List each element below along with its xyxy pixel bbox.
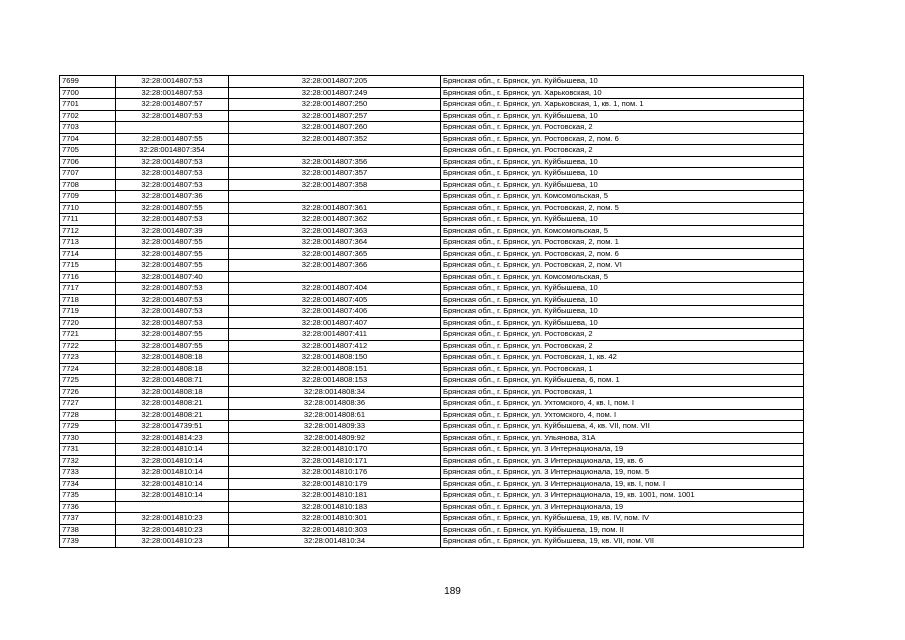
cadastral-number-cell: 32:28:0014810:170	[229, 444, 441, 456]
table-row	[60, 536, 804, 548]
cadastral-number-cell: 32:28:0014807:407	[229, 317, 441, 329]
parent-cadastral-number-cell: 32:28:0014807:55	[116, 133, 229, 145]
table-row	[60, 122, 804, 134]
table-row	[60, 524, 804, 536]
table-row	[60, 501, 804, 513]
address-cell: Брянская обл., г. Брянск, ул. Куйбышева, 10	[441, 214, 804, 226]
address-cell: Брянская обл., г. Брянск, ул. Харьковская, 10	[441, 87, 804, 99]
parent-cadastral-number-cell: 32:28:0014807:55	[116, 202, 229, 214]
row-number-cell: 7738	[60, 524, 116, 536]
row-number-cell: 7736	[60, 501, 116, 513]
cadastral-number-cell: 32:28:0014807:257	[229, 110, 441, 122]
row-number-cell: 7704	[60, 133, 116, 145]
row-number-cell: 7708	[60, 179, 116, 191]
address-cell: Брянская обл., г. Брянск, ул. Ростовская, 2	[441, 145, 804, 157]
table-row	[60, 237, 804, 249]
table-row	[60, 260, 804, 272]
row-number-cell: 7732	[60, 455, 116, 467]
parent-cadastral-number-cell: 32:28:0014808:18	[116, 386, 229, 398]
row-number-cell: 7729	[60, 421, 116, 433]
parent-cadastral-number-cell: 32:28:0014808:18	[116, 363, 229, 375]
parent-cadastral-number-cell: 32:28:0014808:18	[116, 352, 229, 364]
row-number-cell: 7703	[60, 122, 116, 134]
parent-cadastral-number-cell: 32:28:0014807:53	[116, 306, 229, 318]
address-cell: Брянская обл., г. Брянск, ул. Куйбышева, 10	[441, 317, 804, 329]
row-number-cell: 7728	[60, 409, 116, 421]
address-cell: Брянская обл., г. Брянск, ул. Ухтомского, 4, пом. I	[441, 409, 804, 421]
table-row	[60, 179, 804, 191]
address-cell: Брянская обл., г. Брянск, ул. Ульянова, 31А	[441, 432, 804, 444]
address-cell: Брянская обл., г. Брянск, ул. Куйбышева, 6, пом. 1	[441, 375, 804, 387]
parent-cadastral-number-cell: 32:28:0014810:23	[116, 536, 229, 548]
parent-cadastral-number-cell: 32:28:0014807:55	[116, 237, 229, 249]
table-row	[60, 145, 804, 157]
parent-cadastral-number-cell: 32:28:0014807:36	[116, 191, 229, 203]
parent-cadastral-number-cell: 32:28:0014739:51	[116, 421, 229, 433]
cadastral-number-cell: 32:28:0014807:358	[229, 179, 441, 191]
parent-cadastral-number-cell: 32:28:0014807:53	[116, 87, 229, 99]
row-number-cell: 7737	[60, 513, 116, 525]
parent-cadastral-number-cell: 32:28:0014807:55	[116, 260, 229, 272]
address-cell: Брянская обл., г. Брянск, ул. Ростовская, 2, пом. 6	[441, 133, 804, 145]
table-row	[60, 248, 804, 260]
cadastral-number-cell: 32:28:0014810:179	[229, 478, 441, 490]
cadastral-number-cell: 32:28:0014807:352	[229, 133, 441, 145]
table-row	[60, 398, 804, 410]
table-row	[60, 191, 804, 203]
row-number-cell: 7705	[60, 145, 116, 157]
table-row	[60, 363, 804, 375]
parent-cadastral-number-cell: 32:28:0014808:21	[116, 398, 229, 410]
address-cell: Брянская обл., г. Брянск, ул. 3 Интернационала, 19	[441, 501, 804, 513]
row-number-cell: 7724	[60, 363, 116, 375]
cadastral-number-cell: 32:28:0014808:151	[229, 363, 441, 375]
row-number-cell: 7711	[60, 214, 116, 226]
address-cell: Брянская обл., г. Брянск, ул. Комсомольская, 5	[441, 271, 804, 283]
table-row	[60, 375, 804, 387]
address-cell: Брянская обл., г. Брянск, ул. 3 Интернационала, 19, кв. 1001, пом. 1001	[441, 490, 804, 502]
row-number-cell: 7710	[60, 202, 116, 214]
parent-cadastral-number-cell	[116, 501, 229, 513]
address-cell: Брянская обл., г. Брянск, ул. Ростовская, 2	[441, 340, 804, 352]
parent-cadastral-number-cell: 32:28:0014807:55	[116, 248, 229, 260]
parent-cadastral-number-cell: 32:28:0014807:53	[116, 283, 229, 295]
address-cell: Брянская обл., г. Брянск, ул. Ухтомского, 4, кв. I, пом. I	[441, 398, 804, 410]
row-number-cell: 7735	[60, 490, 116, 502]
row-number-cell: 7701	[60, 99, 116, 111]
parent-cadastral-number-cell: 32:28:0014810:23	[116, 513, 229, 525]
address-cell: Брянская обл., г. Брянск, ул. Ростовская, 2	[441, 329, 804, 341]
row-number-cell: 7715	[60, 260, 116, 272]
row-number-cell: 7731	[60, 444, 116, 456]
cadastral-number-cell: 32:28:0014807:364	[229, 237, 441, 249]
row-number-cell: 7722	[60, 340, 116, 352]
table-row	[60, 87, 804, 99]
row-number-cell: 7726	[60, 386, 116, 398]
address-cell: Брянская обл., г. Брянск, ул. Ростовская, 2	[441, 122, 804, 134]
address-cell: Брянская обл., г. Брянск, ул. Ростовская, 2, пом. 6	[441, 248, 804, 260]
row-number-cell: 7713	[60, 237, 116, 249]
address-cell: Брянская обл., г. Брянск, ул. Ростовская, 1, кв. 42	[441, 352, 804, 364]
parent-cadastral-number-cell: 32:28:0014808:21	[116, 409, 229, 421]
table-row	[60, 133, 804, 145]
cadastral-number-cell: 32:28:0014807:249	[229, 87, 441, 99]
address-cell: Брянская обл., г. Брянск, ул. Куйбышева, 4, кв. VII, пом. VII	[441, 421, 804, 433]
address-cell: Брянская обл., г. Брянск, ул. Куйбышева, 10	[441, 283, 804, 295]
cadastral-number-cell: 32:28:0014807:411	[229, 329, 441, 341]
cadastral-number-cell: 32:28:0014807:366	[229, 260, 441, 272]
parent-cadastral-number-cell: 32:28:0014807:53	[116, 317, 229, 329]
cadastral-number-cell: 32:28:0014808:34	[229, 386, 441, 398]
parent-cadastral-number-cell: 32:28:0014810:23	[116, 524, 229, 536]
table-row	[60, 306, 804, 318]
address-cell: Брянская обл., г. Брянск, ул. Комсомольская, 5	[441, 225, 804, 237]
cadastral-number-cell: 32:28:0014807:361	[229, 202, 441, 214]
cadastral-number-cell: 32:28:0014807:205	[229, 76, 441, 88]
address-cell: Брянская обл., г. Брянск, ул. Ростовская, 2, пом. VI	[441, 260, 804, 272]
cadastral-number-cell	[229, 271, 441, 283]
parent-cadastral-number-cell: 32:28:0014807:57	[116, 99, 229, 111]
table-row	[60, 99, 804, 111]
address-cell: Брянская обл., г. Брянск, ул. 3 Интернационала, 19, кв. I, пом. I	[441, 478, 804, 490]
address-cell: Брянская обл., г. Брянск, ул. Куйбышева, 19, кв. IV, пом. IV	[441, 513, 804, 525]
row-number-cell: 7702	[60, 110, 116, 122]
address-cell: Брянская обл., г. Брянск, ул. Комсомольская, 5	[441, 191, 804, 203]
parent-cadastral-number-cell: 32:28:0014807:53	[116, 76, 229, 88]
cadastral-number-cell	[229, 145, 441, 157]
cadastral-number-cell: 32:28:0014810:183	[229, 501, 441, 513]
parent-cadastral-number-cell: 32:28:0014807:354	[116, 145, 229, 157]
parent-cadastral-number-cell	[116, 122, 229, 134]
table-row	[60, 340, 804, 352]
cadastral-number-cell: 32:28:0014808:36	[229, 398, 441, 410]
cadastral-number-cell: 32:28:0014810:301	[229, 513, 441, 525]
parent-cadastral-number-cell: 32:28:0014810:14	[116, 478, 229, 490]
cadastral-number-cell: 32:28:0014808:153	[229, 375, 441, 387]
address-cell: Брянская обл., г. Брянск, ул. Куйбышева, 19, пом. II	[441, 524, 804, 536]
table-row	[60, 421, 804, 433]
table-row	[60, 110, 804, 122]
cadastral-number-cell: 32:28:0014807:357	[229, 168, 441, 180]
registry-table-body	[60, 76, 804, 548]
cadastral-number-cell: 32:28:0014807:260	[229, 122, 441, 134]
parent-cadastral-number-cell: 32:28:0014807:53	[116, 156, 229, 168]
cadastral-number-cell: 32:28:0014809:33	[229, 421, 441, 433]
row-number-cell: 7727	[60, 398, 116, 410]
table-row	[60, 478, 804, 490]
cadastral-number-cell: 32:28:0014807:406	[229, 306, 441, 318]
row-number-cell: 7712	[60, 225, 116, 237]
cadastral-number-cell: 32:28:0014808:150	[229, 352, 441, 364]
cadastral-number-cell: 32:28:0014807:365	[229, 248, 441, 260]
cadastral-number-cell: 32:28:0014810:176	[229, 467, 441, 479]
address-cell: Брянская обл., г. Брянск, ул. Куйбышева, 10	[441, 306, 804, 318]
row-number-cell: 7730	[60, 432, 116, 444]
address-cell: Брянская обл., г. Брянск, ул. Куйбышева, 10	[441, 168, 804, 180]
address-cell: Брянская обл., г. Брянск, ул. 3 Интернационала, 19, кв. 6	[441, 455, 804, 467]
address-cell: Брянская обл., г. Брянск, ул. Куйбышева, 10	[441, 110, 804, 122]
parent-cadastral-number-cell: 32:28:0014807:55	[116, 340, 229, 352]
parent-cadastral-number-cell: 32:28:0014807:53	[116, 294, 229, 306]
row-number-cell: 7720	[60, 317, 116, 329]
parent-cadastral-number-cell: 32:28:0014814:23	[116, 432, 229, 444]
table-row	[60, 283, 804, 295]
row-number-cell: 7700	[60, 87, 116, 99]
table-row	[60, 76, 804, 88]
address-cell: Брянская обл., г. Брянск, ул. Куйбышева, 10	[441, 76, 804, 88]
address-cell: Брянская обл., г. Брянск, ул. Куйбышева, 10	[441, 156, 804, 168]
cadastral-number-cell: 32:28:0014809:92	[229, 432, 441, 444]
table-row	[60, 214, 804, 226]
row-number-cell: 7714	[60, 248, 116, 260]
row-number-cell: 7718	[60, 294, 116, 306]
parent-cadastral-number-cell: 32:28:0014807:53	[116, 214, 229, 226]
parent-cadastral-number-cell: 32:28:0014810:14	[116, 455, 229, 467]
table-row	[60, 329, 804, 341]
row-number-cell: 7719	[60, 306, 116, 318]
address-cell: Брянская обл., г. Брянск, ул. 3 Интернационала, 19	[441, 444, 804, 456]
table-row	[60, 513, 804, 525]
table-row	[60, 490, 804, 502]
table-row	[60, 444, 804, 456]
cadastral-number-cell: 32:28:0014808:61	[229, 409, 441, 421]
address-cell: Брянская обл., г. Брянск, ул. Ростовская, 1	[441, 363, 804, 375]
parent-cadastral-number-cell: 32:28:0014807:55	[116, 329, 229, 341]
parent-cadastral-number-cell: 32:28:0014810:14	[116, 467, 229, 479]
parent-cadastral-number-cell: 32:28:0014807:40	[116, 271, 229, 283]
cadastral-number-cell: 32:28:0014807:250	[229, 99, 441, 111]
table-row	[60, 156, 804, 168]
parent-cadastral-number-cell: 32:28:0014810:14	[116, 490, 229, 502]
cadastral-number-cell: 32:28:0014807:404	[229, 283, 441, 295]
cadastral-number-cell: 32:28:0014810:34	[229, 536, 441, 548]
address-cell: Брянская обл., г. Брянск, ул. Харьковская, 1, кв. 1, пом. 1	[441, 99, 804, 111]
address-cell: Брянская обл., г. Брянск, ул. Куйбышева, 19, кв. VII, пом. VII	[441, 536, 804, 548]
table-row	[60, 455, 804, 467]
cadastral-number-cell: 32:28:0014810:303	[229, 524, 441, 536]
cadastral-number-cell: 32:28:0014810:181	[229, 490, 441, 502]
row-number-cell: 7717	[60, 283, 116, 295]
row-number-cell: 7709	[60, 191, 116, 203]
row-number-cell: 7733	[60, 467, 116, 479]
parent-cadastral-number-cell: 32:28:0014810:14	[116, 444, 229, 456]
row-number-cell: 7716	[60, 271, 116, 283]
cadastral-number-cell: 32:28:0014807:405	[229, 294, 441, 306]
parent-cadastral-number-cell: 32:28:0014807:53	[116, 110, 229, 122]
address-cell: Брянская обл., г. Брянск, ул. Ростовская, 2, пом. 1	[441, 237, 804, 249]
cadastral-number-cell: 32:28:0014807:356	[229, 156, 441, 168]
table-row	[60, 168, 804, 180]
table-row	[60, 294, 804, 306]
row-number-cell: 7707	[60, 168, 116, 180]
address-cell: Брянская обл., г. Брянск, ул. Куйбышева, 10	[441, 179, 804, 191]
address-cell: Брянская обл., г. Брянск, ул. Ростовская, 2, пом. 5	[441, 202, 804, 214]
table-row	[60, 271, 804, 283]
row-number-cell: 7734	[60, 478, 116, 490]
cadastral-registry-table	[59, 75, 804, 548]
parent-cadastral-number-cell: 32:28:0014807:53	[116, 179, 229, 191]
cadastral-number-cell: 32:28:0014807:362	[229, 214, 441, 226]
parent-cadastral-number-cell: 32:28:0014808:71	[116, 375, 229, 387]
page-number: 189	[444, 586, 461, 597]
table-row	[60, 202, 804, 214]
row-number-cell: 7699	[60, 76, 116, 88]
cadastral-number-cell	[229, 191, 441, 203]
table-row	[60, 432, 804, 444]
row-number-cell: 7725	[60, 375, 116, 387]
parent-cadastral-number-cell: 32:28:0014807:39	[116, 225, 229, 237]
table-row	[60, 409, 804, 421]
cadastral-number-cell: 32:28:0014810:171	[229, 455, 441, 467]
cadastral-number-cell: 32:28:0014807:412	[229, 340, 441, 352]
table-row	[60, 352, 804, 364]
address-cell: Брянская обл., г. Брянск, ул. Куйбышева, 10	[441, 294, 804, 306]
address-cell: Брянская обл., г. Брянск, ул. 3 Интернационала, 19, пом. 5	[441, 467, 804, 479]
row-number-cell: 7723	[60, 352, 116, 364]
parent-cadastral-number-cell: 32:28:0014807:53	[116, 168, 229, 180]
row-number-cell: 7721	[60, 329, 116, 341]
table-row	[60, 225, 804, 237]
table-row	[60, 467, 804, 479]
row-number-cell: 7706	[60, 156, 116, 168]
row-number-cell: 7739	[60, 536, 116, 548]
table-row	[60, 386, 804, 398]
cadastral-number-cell: 32:28:0014807:363	[229, 225, 441, 237]
address-cell: Брянская обл., г. Брянск, ул. Ростовская, 1	[441, 386, 804, 398]
table-row	[60, 317, 804, 329]
